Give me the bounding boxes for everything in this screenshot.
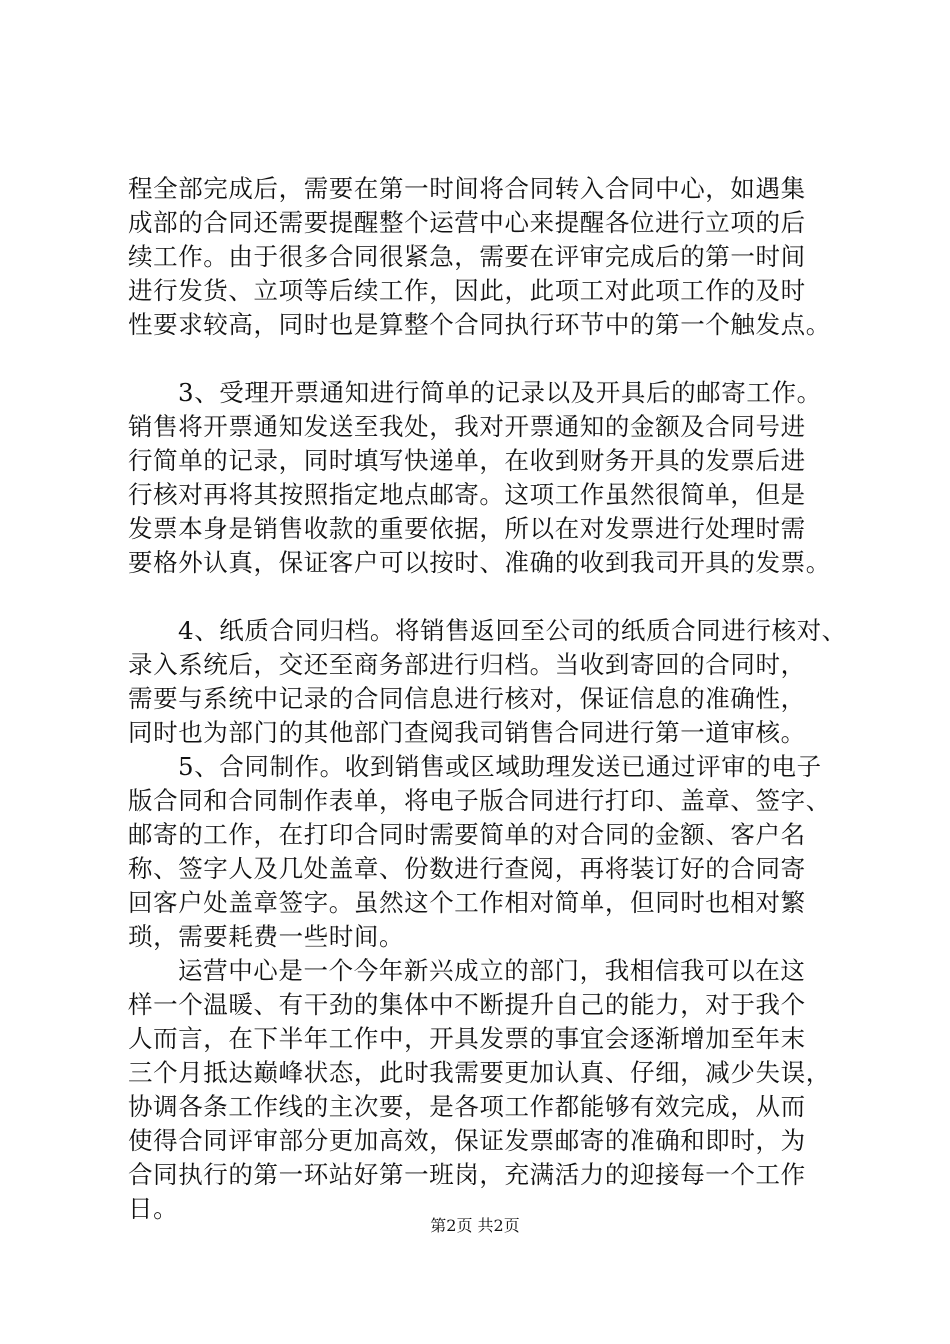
paragraph-gap <box>128 580 853 614</box>
paragraph-contract-making <box>128 750 853 954</box>
text-line: 回客户处盖章签字。虽然这个工作相对简单，但同时也相对繁 <box>128 888 806 917</box>
text-line: 3、受理开票通知进行简单的记录以及开具后的邮寄工作。 <box>178 378 822 407</box>
page-number-footer: 第2页 共2页 <box>430 1216 520 1235</box>
text-line: 4、纸质合同归档。将销售返回至公司的纸质合同进行核对、 <box>178 616 847 645</box>
text-line: 运营中心是一个今年新兴成立的部门，我相信我可以在这 <box>178 956 806 985</box>
text-line: 使得合同评审部分更加高效，保证发票邮寄的准确和即时，为 <box>128 1126 806 1155</box>
text-line: 合同执行的第一环站好第一班岗，充满活力的迎接每一个工作 <box>128 1160 806 1189</box>
document-body <box>128 172 853 1226</box>
text-line: 人而言，在下半年工作中，开具发票的事宜会逐渐增加至年末 <box>128 1024 806 1053</box>
text-line: 称、签字人及几处盖章、份数进行查阅，再将装订好的合同寄 <box>128 854 806 883</box>
text-line: 录入系统后，交还至商务部进行归档。当收到寄回的合同时， <box>128 650 806 679</box>
text-line: 要格外认真，保证客户可以按时、准确的收到我司开具的发票。 <box>128 548 831 577</box>
text-line: 发票本身是销售收款的重要依据，所以在对发票进行处理时需 <box>128 514 806 543</box>
text-line: 琐，需要耗费一些时间。 <box>128 922 405 951</box>
text-line: 行简单的记录，同时填写快递单，在收到财务开具的发票后进 <box>128 446 806 475</box>
text-line: 程全部完成后，需要在第一时间将合同转入合同中心，如遇集 <box>128 174 806 203</box>
text-line: 需要与系统中记录的合同信息进行核对，保证信息的准确性， <box>128 684 806 713</box>
text-line: 销售将开票通知发送至我处，我对开票通知的金额及合同号进 <box>128 412 806 441</box>
text-line: 续工作。由于很多合同很紧急，需要在评审完成后的第一时间 <box>128 242 806 271</box>
paragraph-gap <box>128 342 853 376</box>
paragraph-invoice-mailing <box>128 376 853 580</box>
text-line: 同时也为部门的其他部门查阅我司销售合同进行第一道审核。 <box>128 718 806 747</box>
paragraph-paper-archive <box>128 614 853 750</box>
text-line: 行核对再将其按照指定地点邮寄。这项工作虽然很简单，但是 <box>128 480 806 509</box>
text-line: 协调各条工作线的主次要，是各项工作都能够有效完成，从而 <box>128 1092 806 1121</box>
text-line: 版合同和合同制作表单，将电子版合同进行打印、盖章、签字、 <box>128 786 831 815</box>
paragraph-operations-center <box>128 954 853 1226</box>
text-line: 三个月抵达巅峰状态，此时我需要更加认真、仔细，减少失误， <box>128 1058 831 1087</box>
text-line: 5、合同制作。收到销售或区域助理发送已通过评审的电子 <box>178 752 822 781</box>
paragraph-contract-transfer <box>128 172 853 342</box>
text-line: 邮寄的工作，在打印合同时需要简单的对合同的金额、客户名 <box>128 820 806 849</box>
text-line: 日。 <box>128 1194 179 1223</box>
text-line: 进行发货、立项等后续工作，因此，此项工对此项工作的及时 <box>128 276 806 305</box>
text-line: 样一个温暖、有干劲的集体中不断提升自己的能力，对于我个 <box>128 990 806 1019</box>
text-line: 成部的合同还需要提醒整个运营中心来提醒各位进行立项的后 <box>128 208 806 237</box>
text-line: 性要求较高，同时也是算整个合同执行环节中的第一个触发点。 <box>128 310 831 339</box>
